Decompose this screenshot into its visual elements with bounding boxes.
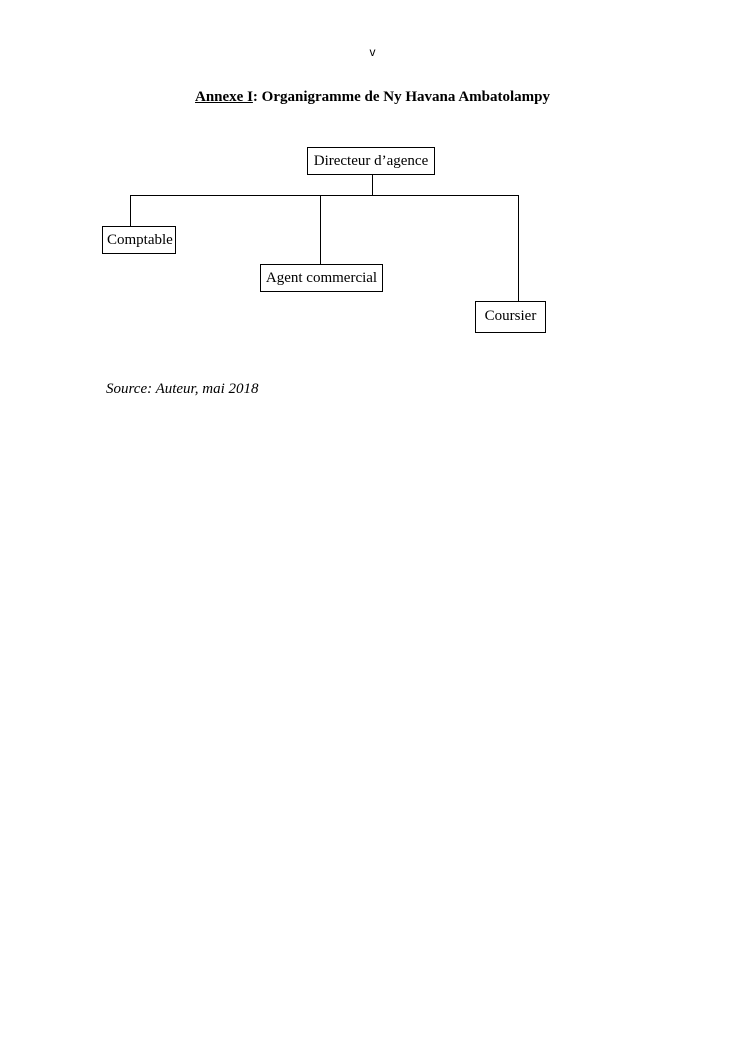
annex-title-text: : Organigramme de Ny Havana Ambatolampy	[252, 89, 550, 105]
connector-agent-commercial	[320, 195, 321, 265]
annex-label: Annexe I	[195, 89, 253, 105]
node-directeur-agence: Directeur d’agence	[307, 147, 435, 175]
node-coursier: Coursier	[475, 301, 546, 333]
connector-director-stem	[372, 175, 373, 196]
annex-title	[0, 89, 745, 106]
source-caption: Source: Auteur, mai 2018	[106, 381, 259, 397]
connector-coursier	[518, 195, 519, 302]
connector-horizontal-bar	[130, 195, 519, 196]
node-comptable: Comptable	[102, 226, 176, 254]
node-agent-commercial: Agent commercial	[260, 264, 383, 292]
connector-comptable	[130, 195, 131, 227]
page-number: v	[369, 45, 376, 59]
